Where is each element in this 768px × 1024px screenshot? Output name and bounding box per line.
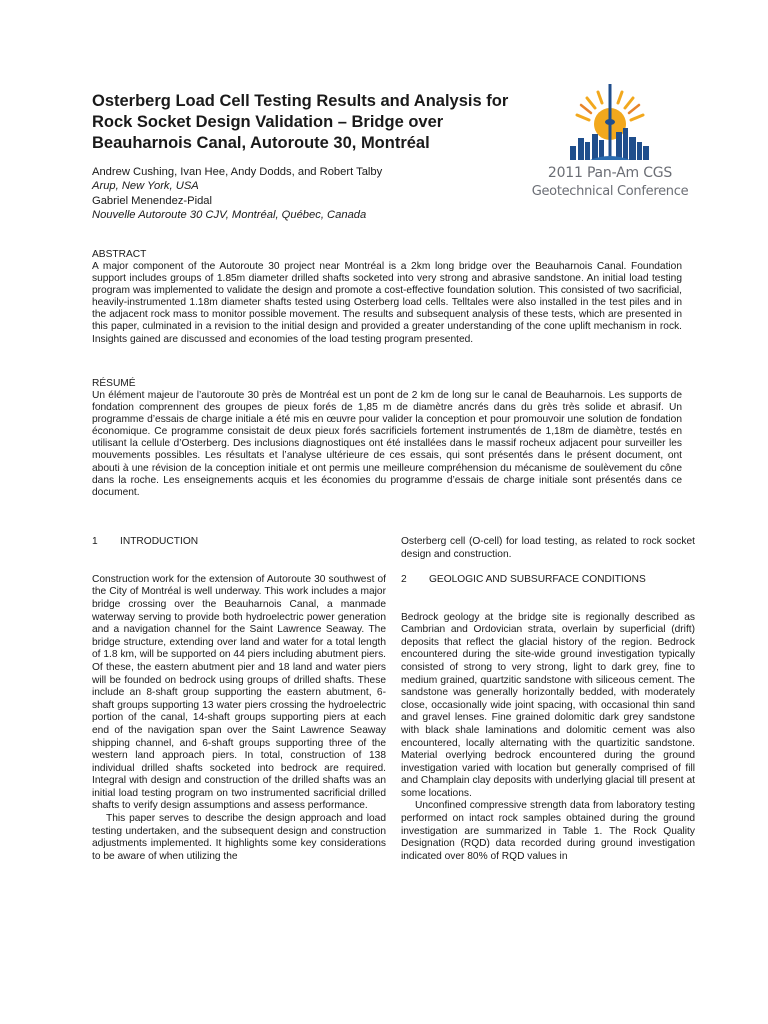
section-title: GEOLOGIC AND SUBSURFACE CONDITIONS bbox=[429, 573, 646, 585]
section-heading bbox=[401, 574, 695, 587]
resume-heading: RÉSUMÉ bbox=[92, 378, 136, 389]
authors-line: Gabriel Menendez-Pidal bbox=[92, 194, 213, 207]
logo-subtitle: Geotechnical Conference bbox=[531, 184, 689, 199]
paragraph: Unconfined compressive strength data from laboratory testing performed on intact rock samples obtained during the ground investigation are summarized in Table 1. The Rock Quality Designation (RQD) data recorded during ground investigation indicated over 80% of RQD values in bbox=[401, 800, 695, 862]
paragraph: This paper serves to describe the design approach and load testing undertaken, and the subsequent design and construction adjustments implemented. It highlights some key considerations to be aware of when utilizing the bbox=[92, 813, 386, 862]
affiliation: Nouvelle Autoroute 30 CJV, Montréal, Québec, Canada bbox=[92, 209, 367, 222]
column-right bbox=[401, 536, 695, 863]
resume-text: Un élément majeur de l’autoroute 30 près de Montréal est un pont de 2 km de long sur le canal de Beauharnois. Les supports de fondation comprennent des groupes de pieux forés de 1,85 m de diamètre ancrés dans du grès très solide et abrasif. Un programme d’essais de charge initiale a été mis en œuvre pour valider la conception et pour promouvoir une solution de fondation économique. Ce programme consistait de deux pieux forés sacrificiels fortement instrumentés de 1,18m de diamètre, testés en utilisant la cellule d’Osterberg. Des inclusions diagnostiques ont été installées dans le massif rocheux adjacent pour surveiller les mouvements possibles. Les résultats et l’analyse ultérieure de ces essais, qui sont présentés dans le présent document, ont abouti à une révision de la conception initiale et ont permis une meilleure compréhension du mécanisme de soulèvement du cône dans la roche. Les enseignements acquis et les économies du programme d’essais de charge initiale sont présentés dans ce document. bbox=[92, 390, 682, 498]
abstract-heading: ABSTRACT bbox=[92, 249, 147, 260]
section-title: INTRODUCTION bbox=[120, 536, 199, 547]
conference-logo-graphic bbox=[530, 82, 690, 164]
authors-line: Andrew Cushing, Ivan Hee, Andy Dodds, and Robert Talby bbox=[92, 166, 383, 178]
paper-title: Osterberg Load Cell Testing Results and Analysis for Rock Socket Design Validation – Bridge over Beauharnois Canal, Autoroute 30, Montréal bbox=[92, 92, 509, 152]
section-number: 2 bbox=[401, 573, 407, 585]
section-heading bbox=[92, 536, 386, 549]
abstract-text: A major component of the Autoroute 30 project near Montréal is a 2km long bridge over the Beauharnois Canal. Foundation support includes groups of 1.85m diameter drilled shafts socketed into very strong and abrasive sandstone. An initial load testing program was implemented to validate the design and promote a cost-effective foundation solution. This consisted of two sacrificial, heavily-instrumented 1.18m diameter shafts tested using Osterberg load cells. Telltales were also installed in the test piles and in the adjacent rock mass to monitor possible movement. The results and subsequent analysis of these tests, which are presented in this paper, culminated in a revision to the initial design and provided a greater understanding of the cone uplift mechanism in rock. Insights gained are discussed and economies of the load testing program presented. bbox=[92, 261, 682, 345]
author-block bbox=[92, 165, 492, 223]
paragraph: Construction work for the extension of Autoroute 30 southwest of the City of Montréal is well underway. This work includes a major bridge crossing over the Beauharnois Canal, a manmade waterway serving to provide both hydroelectric power generation and a navigation channel for the Saint Lawrence Seaway. The bridge structure, extending over land and water for a total length of 1.8 km, will be supported on 44 piers including abutment piers. Of these, the eastern abutment pier and 18 land and water piers will be founded on bedrock using groups of drilled shafts. These include an 8-shaft group supporting the eastern abutment, 6-shaft groups supporting 13 water piers crossing the hydroelectric portion of the canal, 14-shaft groups supporting piers at each end of the navigation span over the Saint Lawrence Seaway shipping channel, and 6-shaft groups supporting three of the western land approach piers. In total, construction of 138 individual drilled shafts socketed into bedrock are required. Integral with design and construction of the drilled shafts was an initial load testing program on two instrumented sacrificial drilled shafts to verify design assumptions and assess performance. bbox=[92, 573, 386, 812]
conference-logo bbox=[530, 82, 690, 212]
logo-title: 2011 Pan-Am CGS bbox=[547, 165, 673, 181]
skyline-icon bbox=[570, 84, 649, 160]
paragraph: Osterberg cell (O-cell) for load testing, as related to rock socket design and construction. bbox=[401, 536, 695, 560]
affiliation: Arup, New York, USA bbox=[92, 180, 199, 193]
section-number: 1 bbox=[92, 536, 98, 547]
column-left bbox=[92, 536, 386, 863]
paragraph: Bedrock geology at the bridge site is regionally described as Cambrian and Ordovician strata, overlain by superficial (drift) deposits that reflect the glacial history of the region. Bedrock encountered during the site-wide ground investigation typically consisted of strong to very strong, light to dark grey, fine to medium grained, quartzitic sandstone with siliceous cement. The sandstone was generally horizontally bedded, with moderately close, occasionally wide joint spacing, with occasional thin sand and gravel lenses. Fine grained dolomitic dark grey sandstone with black shale laminations and dolomitic cement was also encountered, locally alternating with the quartizitic sandstone. Material overlying bedrock encountered during the ground investigation varied with location but generally comprised of fill and Champlain clay deposits with underlying glacial till present at some locations. bbox=[401, 611, 695, 799]
